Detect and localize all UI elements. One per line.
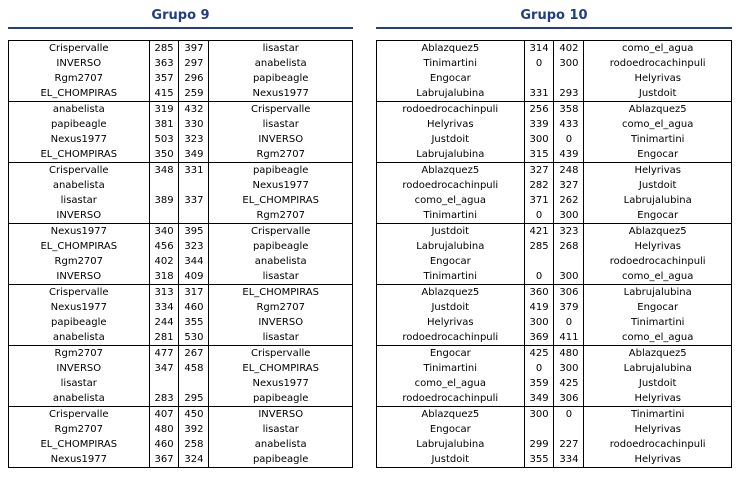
match-row bbox=[9, 163, 353, 179]
match-row bbox=[9, 193, 353, 208]
home-score: 421 bbox=[524, 224, 554, 240]
match-row bbox=[9, 254, 353, 269]
away-player: Engocar bbox=[584, 208, 732, 224]
match-row bbox=[377, 71, 732, 86]
away-score: 300 bbox=[554, 56, 584, 71]
away-score: 248 bbox=[554, 163, 584, 179]
match-row bbox=[377, 178, 732, 193]
away-score: 0 bbox=[554, 407, 584, 423]
match-row bbox=[377, 56, 732, 71]
away-player: lisastar bbox=[262, 43, 299, 54]
home-score: 331 bbox=[524, 86, 554, 102]
away-score: 460 bbox=[179, 300, 209, 315]
away-score: 349 bbox=[179, 147, 209, 163]
home-score bbox=[149, 376, 179, 391]
home-player: Crispervalle bbox=[49, 43, 109, 54]
away-player: papibeagle bbox=[252, 241, 309, 252]
match-row bbox=[377, 193, 732, 208]
away-score: 337 bbox=[179, 193, 209, 208]
away-score: 267 bbox=[179, 346, 209, 362]
away-player: Ablazquez5 bbox=[628, 226, 687, 237]
away-score: 258 bbox=[179, 437, 209, 452]
home-player: rodoedrocachinpuli bbox=[402, 104, 499, 115]
home-score: 339 bbox=[524, 117, 554, 132]
away-score: 306 bbox=[554, 391, 584, 407]
match-row bbox=[9, 269, 353, 285]
away-player: Labrujalubina bbox=[623, 287, 692, 298]
home-player: Nexus1977 bbox=[50, 134, 107, 145]
group-title-9: Grupo 9 bbox=[151, 8, 210, 23]
home-score: 244 bbox=[149, 315, 179, 330]
match-row bbox=[377, 300, 732, 315]
away-player: Helyrivas bbox=[634, 424, 681, 435]
home-player: Crispervalle bbox=[49, 165, 109, 176]
away-player: Helyrivas bbox=[634, 241, 681, 252]
away-player: Labrujalubina bbox=[623, 363, 692, 374]
home-player: Engocar bbox=[429, 256, 471, 267]
away-player: Rgm2707 bbox=[256, 302, 305, 313]
home-player: Rgm2707 bbox=[54, 348, 104, 359]
match-row bbox=[9, 117, 353, 132]
home-player: Ablazquez5 bbox=[421, 165, 480, 176]
match-row bbox=[9, 132, 353, 147]
home-score: 282 bbox=[524, 178, 554, 193]
home-score bbox=[524, 422, 554, 437]
home-score: 480 bbox=[149, 422, 179, 437]
home-score: 357 bbox=[149, 71, 179, 86]
home-score: 355 bbox=[524, 452, 554, 468]
away-score: 268 bbox=[554, 239, 584, 254]
away-score: 334 bbox=[554, 452, 584, 468]
away-score: 327 bbox=[554, 178, 584, 193]
home-score: 477 bbox=[149, 346, 179, 362]
home-player: Ablazquez5 bbox=[421, 43, 480, 54]
home-score: 367 bbox=[149, 452, 179, 468]
home-player: Crispervalle bbox=[49, 409, 109, 420]
home-player: como_el_agua bbox=[414, 195, 486, 206]
home-player: lisastar bbox=[60, 378, 97, 389]
home-score: 369 bbox=[524, 330, 554, 346]
match-row bbox=[9, 41, 353, 57]
group-title-10: Grupo 10 bbox=[520, 8, 588, 23]
home-score bbox=[149, 178, 179, 193]
match-row bbox=[9, 224, 353, 240]
home-score: 456 bbox=[149, 239, 179, 254]
home-score: 281 bbox=[149, 330, 179, 346]
home-player: lisastar bbox=[60, 195, 97, 206]
match-row bbox=[9, 71, 353, 86]
match-row bbox=[9, 300, 353, 315]
match-row bbox=[9, 102, 353, 118]
away-score bbox=[179, 208, 209, 224]
match-row bbox=[377, 422, 732, 437]
away-player: lisastar bbox=[262, 119, 299, 130]
home-player: Tinimartini bbox=[423, 58, 478, 69]
away-player: EL_CHOMPIRAS bbox=[242, 287, 319, 298]
match-row bbox=[9, 330, 353, 346]
match-row bbox=[9, 422, 353, 437]
home-player: Labrujalubina bbox=[416, 439, 485, 450]
away-player: Labrujalubina bbox=[623, 195, 692, 206]
away-score: 323 bbox=[179, 132, 209, 147]
match-row bbox=[377, 208, 732, 224]
away-score: 300 bbox=[554, 361, 584, 376]
away-player: papibeagle bbox=[252, 73, 309, 84]
away-player: Engocar bbox=[637, 302, 679, 313]
match-row bbox=[9, 315, 353, 330]
match-row bbox=[377, 102, 732, 118]
home-score: 300 bbox=[524, 132, 554, 147]
away-player: anabelista bbox=[254, 256, 307, 267]
home-player: Ablazquez5 bbox=[421, 287, 480, 298]
away-player: Helyrivas bbox=[584, 452, 732, 468]
home-score: 256 bbox=[524, 102, 554, 118]
match-row bbox=[9, 376, 353, 391]
home-player: EL_CHOMPIRAS bbox=[9, 86, 150, 102]
home-player: INVERSO bbox=[9, 269, 150, 285]
away-player: Crispervalle bbox=[250, 348, 311, 359]
match-row bbox=[9, 346, 353, 362]
home-score: 313 bbox=[149, 285, 179, 301]
away-score: 344 bbox=[179, 254, 209, 269]
match-row bbox=[377, 147, 732, 163]
away-player: INVERSO bbox=[258, 317, 304, 328]
home-player: Engocar bbox=[429, 348, 471, 359]
away-player: como_el_agua bbox=[622, 119, 694, 130]
home-score: 314 bbox=[524, 41, 554, 57]
away-score: 262 bbox=[554, 193, 584, 208]
home-player: INVERSO bbox=[56, 58, 102, 69]
away-player: lisastar bbox=[209, 269, 353, 285]
home-score: 419 bbox=[524, 300, 554, 315]
home-score: 319 bbox=[149, 102, 179, 118]
away-score: 397 bbox=[179, 41, 209, 57]
away-player: Nexus1977 bbox=[209, 86, 353, 102]
match-row bbox=[9, 285, 353, 301]
match-row bbox=[377, 391, 732, 407]
group-table-10 bbox=[376, 40, 732, 468]
home-player: papibeagle bbox=[51, 317, 107, 328]
home-score bbox=[524, 254, 554, 269]
away-score bbox=[554, 71, 584, 86]
away-player: lisastar bbox=[209, 330, 353, 346]
match-row bbox=[9, 56, 353, 71]
away-score: 300 bbox=[554, 269, 584, 285]
match-row bbox=[377, 254, 732, 269]
home-player: rodoedrocachinpuli bbox=[377, 391, 525, 407]
away-score: 480 bbox=[554, 346, 584, 362]
home-score: 389 bbox=[149, 193, 179, 208]
match-row bbox=[9, 147, 353, 163]
home-player: Nexus1977 bbox=[50, 226, 107, 237]
match-row bbox=[9, 361, 353, 376]
home-score: 460 bbox=[149, 437, 179, 452]
away-score: 450 bbox=[179, 407, 209, 423]
away-score: 392 bbox=[179, 422, 209, 437]
home-score: 318 bbox=[149, 269, 179, 285]
away-player: Tinimartini bbox=[630, 317, 685, 328]
away-player: rodoedrocachinpuli bbox=[609, 58, 706, 69]
away-score: 439 bbox=[554, 147, 584, 163]
match-row bbox=[9, 437, 353, 452]
home-score: 402 bbox=[149, 254, 179, 269]
match-row bbox=[9, 208, 353, 224]
away-player: como_el_agua bbox=[622, 43, 694, 54]
home-player: Nexus1977 bbox=[9, 452, 150, 468]
home-player: INVERSO bbox=[9, 208, 150, 224]
away-score: 259 bbox=[179, 86, 209, 102]
match-row bbox=[377, 376, 732, 391]
match-row bbox=[377, 117, 732, 132]
home-player: anabelista bbox=[9, 330, 150, 346]
home-player: Rgm2707 bbox=[54, 256, 104, 267]
match-row bbox=[377, 163, 732, 179]
away-player: INVERSO bbox=[258, 134, 304, 145]
match-row bbox=[377, 132, 732, 147]
away-score: 324 bbox=[179, 452, 209, 468]
away-player: EL_CHOMPIRAS bbox=[242, 363, 319, 374]
away-player: Justdoit bbox=[638, 180, 677, 191]
match-row bbox=[377, 346, 732, 362]
away-player: INVERSO bbox=[258, 409, 304, 420]
home-player: Justdoit bbox=[431, 302, 470, 313]
away-score: 297 bbox=[179, 56, 209, 71]
away-player: Justdoit bbox=[638, 378, 677, 389]
away-player: como_el_agua bbox=[584, 269, 732, 285]
away-player: anabelista bbox=[254, 58, 307, 69]
away-player: papibeagle bbox=[209, 452, 353, 468]
away-player: Helyrivas bbox=[634, 165, 681, 176]
home-player: como_el_agua bbox=[414, 378, 486, 389]
home-player: Justdoit bbox=[431, 134, 470, 145]
away-score: 295 bbox=[179, 391, 209, 407]
match-row bbox=[377, 224, 732, 240]
match-row bbox=[377, 269, 732, 285]
home-score: 334 bbox=[149, 300, 179, 315]
match-row bbox=[377, 285, 732, 301]
match-row bbox=[377, 361, 732, 376]
home-score: 415 bbox=[149, 86, 179, 102]
away-player: Rgm2707 bbox=[209, 147, 353, 163]
away-score bbox=[554, 422, 584, 437]
home-player: Justdoit bbox=[377, 452, 525, 468]
away-score: 0 bbox=[554, 315, 584, 330]
home-player: Engocar bbox=[429, 424, 471, 435]
home-score: 0 bbox=[524, 56, 554, 71]
away-score: 458 bbox=[179, 361, 209, 376]
away-score: 402 bbox=[554, 41, 584, 57]
away-score: 317 bbox=[179, 285, 209, 301]
home-player: Labrujalubina bbox=[377, 86, 525, 102]
match-row bbox=[9, 391, 353, 407]
match-row bbox=[377, 407, 732, 423]
home-score: 347 bbox=[149, 361, 179, 376]
home-score: 371 bbox=[524, 193, 554, 208]
away-score: 227 bbox=[554, 437, 584, 452]
away-score bbox=[179, 178, 209, 193]
home-score: 327 bbox=[524, 163, 554, 179]
away-player: Tinimartini bbox=[630, 134, 685, 145]
home-score: 300 bbox=[524, 407, 554, 423]
home-player: Labrujalubina bbox=[416, 241, 485, 252]
home-score: 285 bbox=[524, 239, 554, 254]
away-player: Crispervalle bbox=[250, 104, 311, 115]
group-title-underline-9 bbox=[8, 27, 353, 29]
home-score: 0 bbox=[524, 361, 554, 376]
match-row bbox=[377, 452, 732, 468]
match-row bbox=[377, 41, 732, 57]
match-row bbox=[9, 178, 353, 193]
away-player: Tinimartini bbox=[630, 409, 685, 420]
away-score bbox=[554, 254, 584, 269]
match-row bbox=[9, 86, 353, 102]
away-score: 306 bbox=[554, 285, 584, 301]
away-player: lisastar bbox=[262, 424, 299, 435]
away-score: 395 bbox=[179, 224, 209, 240]
away-player: EL_CHOMPIRAS bbox=[242, 195, 319, 206]
match-row bbox=[377, 315, 732, 330]
home-score: 340 bbox=[149, 224, 179, 240]
home-score: 359 bbox=[524, 376, 554, 391]
home-player: Justdoit bbox=[431, 226, 470, 237]
away-score: 323 bbox=[179, 239, 209, 254]
home-player: Tinimartini bbox=[377, 269, 525, 285]
away-score: 293 bbox=[554, 86, 584, 102]
home-score: 349 bbox=[524, 391, 554, 407]
away-player: Ablazquez5 bbox=[628, 104, 687, 115]
away-player: Helyrivas bbox=[584, 391, 732, 407]
away-score: 331 bbox=[179, 163, 209, 179]
home-score: 503 bbox=[149, 132, 179, 147]
home-score: 315 bbox=[524, 147, 554, 163]
away-player: Nexus1977 bbox=[252, 378, 309, 389]
home-player: anabelista bbox=[9, 391, 150, 407]
group-table-9 bbox=[8, 40, 353, 468]
away-score: 432 bbox=[179, 102, 209, 118]
home-player: EL_CHOMPIRAS bbox=[9, 147, 150, 163]
group-title-underline-10 bbox=[376, 27, 732, 29]
away-player: anabelista bbox=[254, 439, 307, 450]
away-score: 355 bbox=[179, 315, 209, 330]
home-score: 0 bbox=[524, 269, 554, 285]
away-score: 425 bbox=[554, 376, 584, 391]
away-score: 330 bbox=[179, 117, 209, 132]
away-player: papibeagle bbox=[209, 391, 353, 407]
away-player: Engocar bbox=[584, 147, 732, 163]
match-row bbox=[9, 452, 353, 468]
match-row bbox=[9, 407, 353, 423]
home-player: anabelista bbox=[52, 104, 105, 115]
away-score: 433 bbox=[554, 117, 584, 132]
away-score: 0 bbox=[554, 132, 584, 147]
away-player: Ablazquez5 bbox=[628, 348, 687, 359]
home-player: Ablazquez5 bbox=[421, 409, 480, 420]
home-player: INVERSO bbox=[56, 363, 102, 374]
match-row bbox=[377, 330, 732, 346]
away-score: 379 bbox=[554, 300, 584, 315]
home-score: 381 bbox=[149, 117, 179, 132]
away-player: Crispervalle bbox=[250, 226, 311, 237]
home-player: Tinimartini bbox=[377, 208, 525, 224]
away-player: Rgm2707 bbox=[209, 208, 353, 224]
home-player: Labrujalubina bbox=[377, 147, 525, 163]
home-score: 407 bbox=[149, 407, 179, 423]
home-player: Helyrivas bbox=[427, 317, 474, 328]
home-score: 348 bbox=[149, 163, 179, 179]
home-score: 285 bbox=[149, 41, 179, 57]
home-player: anabelista bbox=[52, 180, 105, 191]
home-score: 363 bbox=[149, 56, 179, 71]
away-score: 409 bbox=[179, 269, 209, 285]
home-score bbox=[524, 71, 554, 86]
away-player: rodoedrocachinpuli bbox=[609, 439, 706, 450]
away-player: Justdoit bbox=[584, 86, 732, 102]
home-score: 283 bbox=[149, 391, 179, 407]
home-player: Crispervalle bbox=[49, 287, 109, 298]
home-player: rodoedrocachinpuli bbox=[377, 330, 525, 346]
home-player: Rgm2707 bbox=[54, 424, 104, 435]
home-player: Nexus1977 bbox=[50, 302, 107, 313]
home-player: Tinimartini bbox=[423, 363, 478, 374]
home-score: 299 bbox=[524, 437, 554, 452]
away-score: 530 bbox=[179, 330, 209, 346]
match-row bbox=[377, 86, 732, 102]
home-score bbox=[149, 208, 179, 224]
match-row bbox=[377, 437, 732, 452]
away-score bbox=[179, 376, 209, 391]
away-player: papibeagle bbox=[252, 165, 309, 176]
home-player: Engocar bbox=[429, 73, 471, 84]
home-player: Rgm2707 bbox=[54, 73, 104, 84]
away-player: como_el_agua bbox=[584, 330, 732, 346]
home-player: papibeagle bbox=[51, 119, 107, 130]
away-player: rodoedrocachinpuli bbox=[609, 256, 706, 267]
home-score: 360 bbox=[524, 285, 554, 301]
away-score: 411 bbox=[554, 330, 584, 346]
away-score: 300 bbox=[554, 208, 584, 224]
home-player: Helyrivas bbox=[427, 119, 474, 130]
away-score: 296 bbox=[179, 71, 209, 86]
match-row bbox=[377, 239, 732, 254]
home-player: EL_CHOMPIRAS bbox=[40, 241, 118, 252]
home-score: 0 bbox=[524, 208, 554, 224]
home-score: 350 bbox=[149, 147, 179, 163]
home-score: 300 bbox=[524, 315, 554, 330]
home-player: EL_CHOMPIRAS bbox=[40, 439, 118, 450]
away-player: Nexus1977 bbox=[252, 180, 309, 191]
away-score: 358 bbox=[554, 102, 584, 118]
away-score: 323 bbox=[554, 224, 584, 240]
away-player: Helyrivas bbox=[634, 73, 681, 84]
home-score: 425 bbox=[524, 346, 554, 362]
match-row bbox=[9, 239, 353, 254]
home-player: rodoedrocachinpuli bbox=[402, 180, 499, 191]
